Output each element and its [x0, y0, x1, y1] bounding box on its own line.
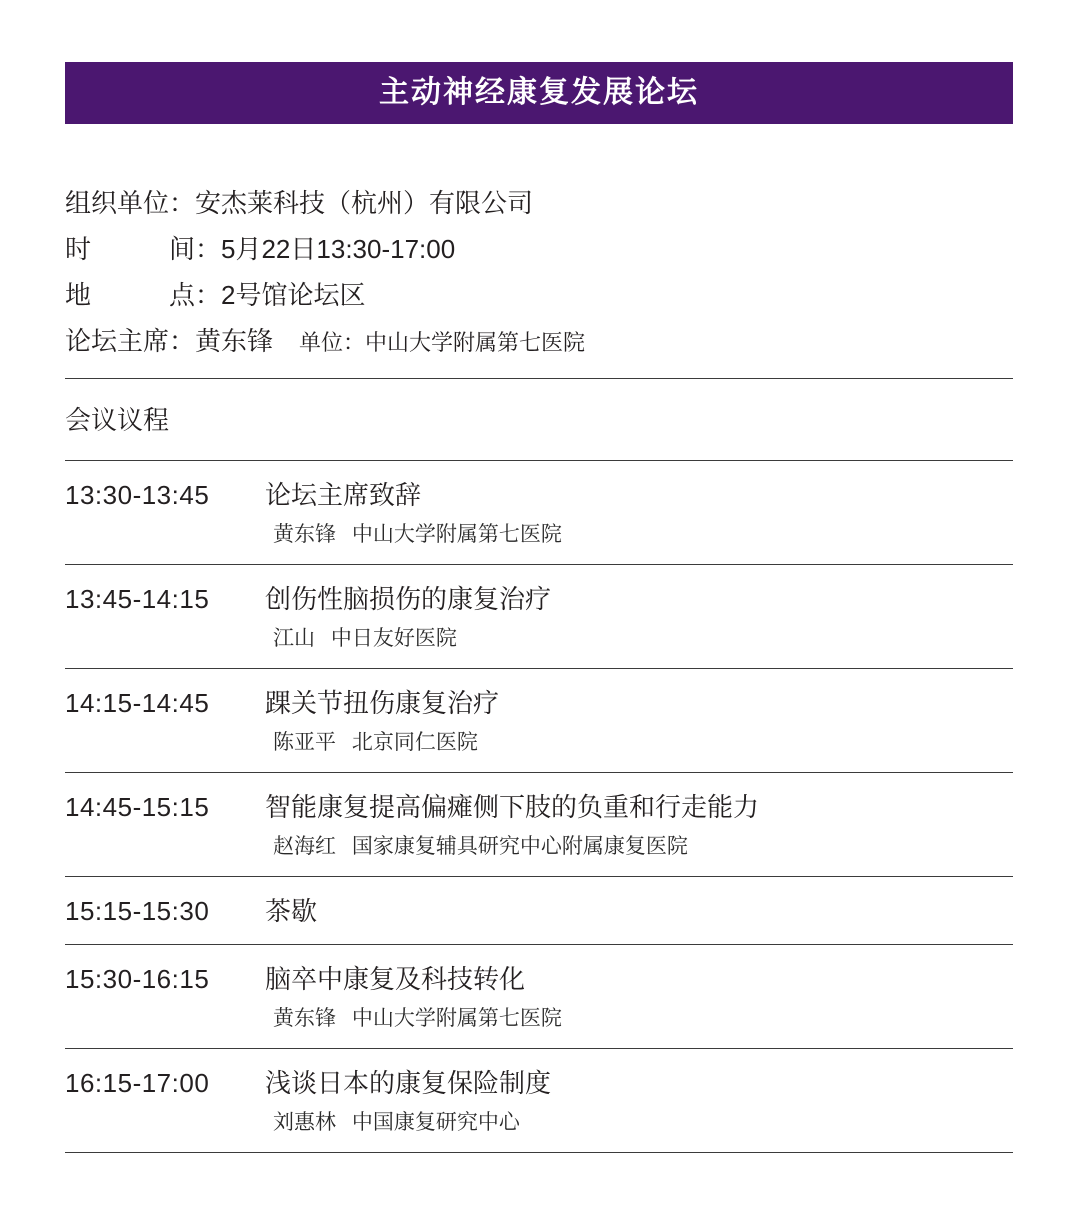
- info-row-place: [65, 272, 1013, 318]
- agenda-item-topic: 踝关节扭伤康复治疗: [265, 688, 500, 718]
- agenda-item-speaker-line: [273, 726, 1013, 756]
- organizer-value: 安杰莱科技（杭州）有限公司: [195, 188, 534, 218]
- agenda-item-time: 14:15-14:45: [65, 688, 210, 718]
- agenda-item-affiliation: 中日友好医院: [330, 627, 457, 650]
- agenda-item-speaker-line: [273, 830, 1013, 860]
- place-value: 2号馆论坛区: [221, 280, 366, 310]
- info-row-organizer: [65, 180, 1013, 226]
- info-row-time: [65, 226, 1013, 272]
- agenda-item-time: 16:15-17:00: [65, 1068, 210, 1098]
- agenda-item-speaker-line: [273, 1002, 1013, 1032]
- agenda-item-speaker-line: [273, 622, 1013, 652]
- time-value: 5月22日13:30-17:00: [221, 234, 456, 264]
- agenda-item-affiliation: 国家康复辅具研究中心附属康复医院: [351, 835, 688, 858]
- agenda-item: [65, 877, 1013, 945]
- agenda-item: [65, 460, 1013, 565]
- agenda-list: [65, 460, 1013, 1153]
- agenda-item-main: [65, 959, 1013, 996]
- info-row-chair: [65, 318, 1013, 366]
- agenda-item-main: [65, 1063, 1013, 1100]
- agenda-item-topic: 创伤性脑损伤的康复治疗: [265, 584, 552, 614]
- chair-unit-value: 中山大学附属第七医院: [365, 330, 586, 355]
- agenda-item-affiliation: 中山大学附属第七医院: [351, 523, 562, 546]
- agenda-item-speaker: 赵海红: [273, 835, 336, 858]
- agenda-item-affiliation: 中山大学附属第七医院: [351, 1007, 562, 1030]
- agenda-item-speaker: 黄东锋: [273, 523, 336, 546]
- agenda-item-time: 13:30-13:45: [65, 480, 210, 510]
- chair-name: 黄东锋: [195, 326, 274, 356]
- agenda-item: [65, 945, 1013, 1049]
- agenda-item-topic: 论坛主席致辞: [265, 480, 422, 510]
- chair-unit-label: 单位：: [299, 330, 366, 355]
- event-info-block: [65, 180, 1013, 366]
- agenda-item-main: [65, 787, 1013, 824]
- organizer-label: 组织单位：: [65, 188, 196, 218]
- divider-above-agenda-heading: [65, 378, 1013, 379]
- agenda-item-main: [65, 475, 1013, 512]
- agenda-item-affiliation: 北京同仁医院: [351, 731, 478, 754]
- agenda-item-topic: 脑卒中康复及科技转化: [265, 964, 526, 994]
- time-label: 时 间：: [65, 234, 222, 264]
- agenda-item-topic: 智能康复提高偏瘫侧下肢的负重和行走能力: [265, 792, 760, 822]
- agenda-item-main: [65, 579, 1013, 616]
- agenda-item-topic: 茶歇: [265, 896, 318, 926]
- agenda-item-time: 15:30-16:15: [65, 964, 210, 994]
- agenda-item-main: [65, 891, 1013, 928]
- agenda-item: [65, 669, 1013, 773]
- chair-label: 论坛主席：: [65, 326, 196, 356]
- agenda-item-speaker: 黄东锋: [273, 1007, 336, 1030]
- agenda-item-speaker-line: [273, 518, 1013, 548]
- agenda-item-speaker: 陈亚平: [273, 731, 336, 754]
- agenda-item-affiliation: 中国康复研究中心: [351, 1111, 520, 1134]
- agenda-item-speaker-line: [273, 1106, 1013, 1136]
- agenda-item-time: 15:15-15:30: [65, 896, 210, 926]
- agenda-item-main: [65, 683, 1013, 720]
- place-label: 地 点：: [65, 280, 222, 310]
- agenda-item: [65, 773, 1013, 877]
- agenda-item-time: 13:45-14:15: [65, 584, 210, 614]
- agenda-item-topic: 浅谈日本的康复保险制度: [265, 1068, 552, 1098]
- page-title: 主动神经康复发展论坛: [379, 76, 699, 109]
- agenda-item-speaker: 刘惠林: [273, 1111, 336, 1134]
- agenda-item: [65, 565, 1013, 669]
- title-banner: [65, 62, 1013, 124]
- agenda-item: [65, 1049, 1013, 1153]
- agenda-item-speaker: 江山: [273, 627, 315, 650]
- agenda-item-time: 14:45-15:15: [65, 792, 210, 822]
- agenda-heading: 会议议程: [65, 405, 170, 435]
